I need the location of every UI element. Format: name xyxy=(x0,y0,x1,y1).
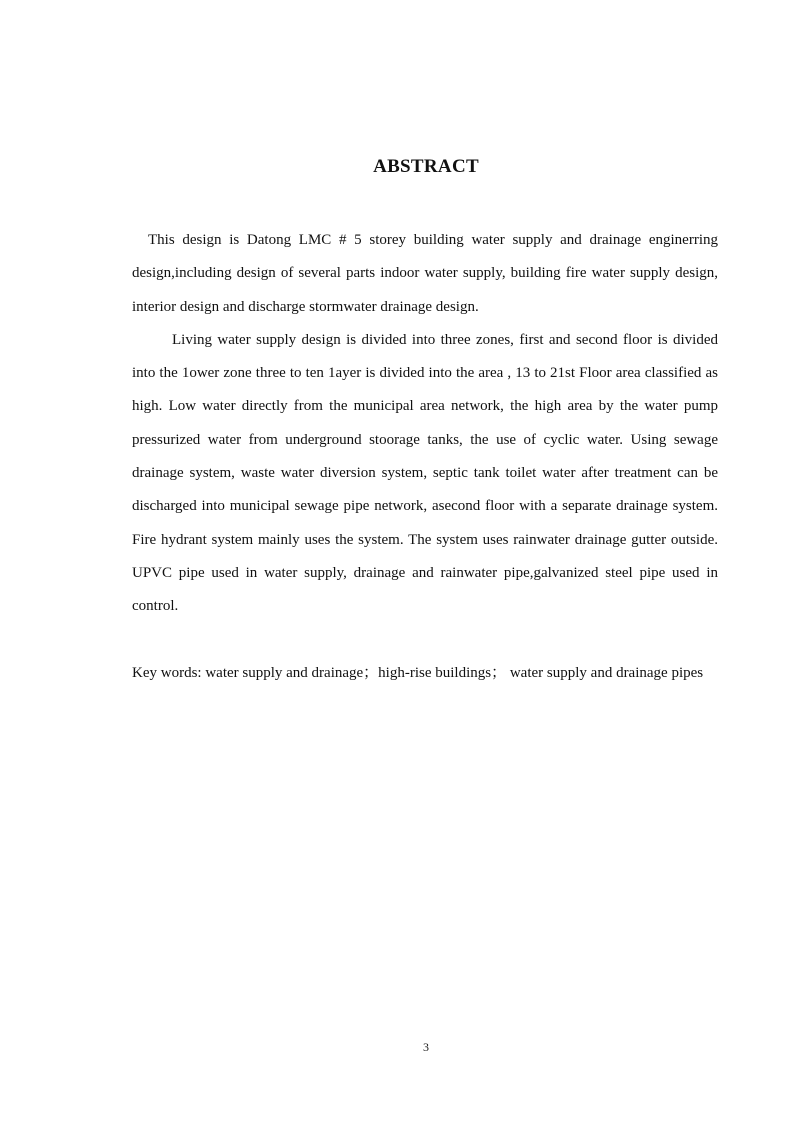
page-number: 3 xyxy=(423,1040,429,1054)
keywords-line: Key words: water supply and drainage；high-rise buildings； water supply and drainage pipes xyxy=(132,664,704,681)
abstract-title: ABSTRACT xyxy=(373,156,479,177)
abstract-body xyxy=(132,224,718,690)
abstract-paragraph-2: Living water supply design is divided into three zones, first and second floor is divided into the 1ower zone three to ten 1ayer is divided into the area , 13 to 21st Floor area classified as high. Low water directly from the municipal area network, the high area by the water pump pressurized water from underground stoorage tanks, the use of cyclic water. Using sewage drainage system, waste water diversion system, septic tank toilet water after treatment can be discharged into municipal sewage pipe network, asecond floor with a separate drainage system. Fire hydrant system mainly uses the system. The system uses rainwater drainage gutter outside. UPVC pipe used in water supply, drainage and rainwater pipe,galvanized steel pipe used in control. xyxy=(132,331,718,615)
abstract-paragraph-1: This design is Datong LMC # 5 storey building water supply and drainage enginerring design,including design of several parts indoor water supply, building fire water supply design, interior design and discharge stormwater drainage design. xyxy=(132,232,718,315)
